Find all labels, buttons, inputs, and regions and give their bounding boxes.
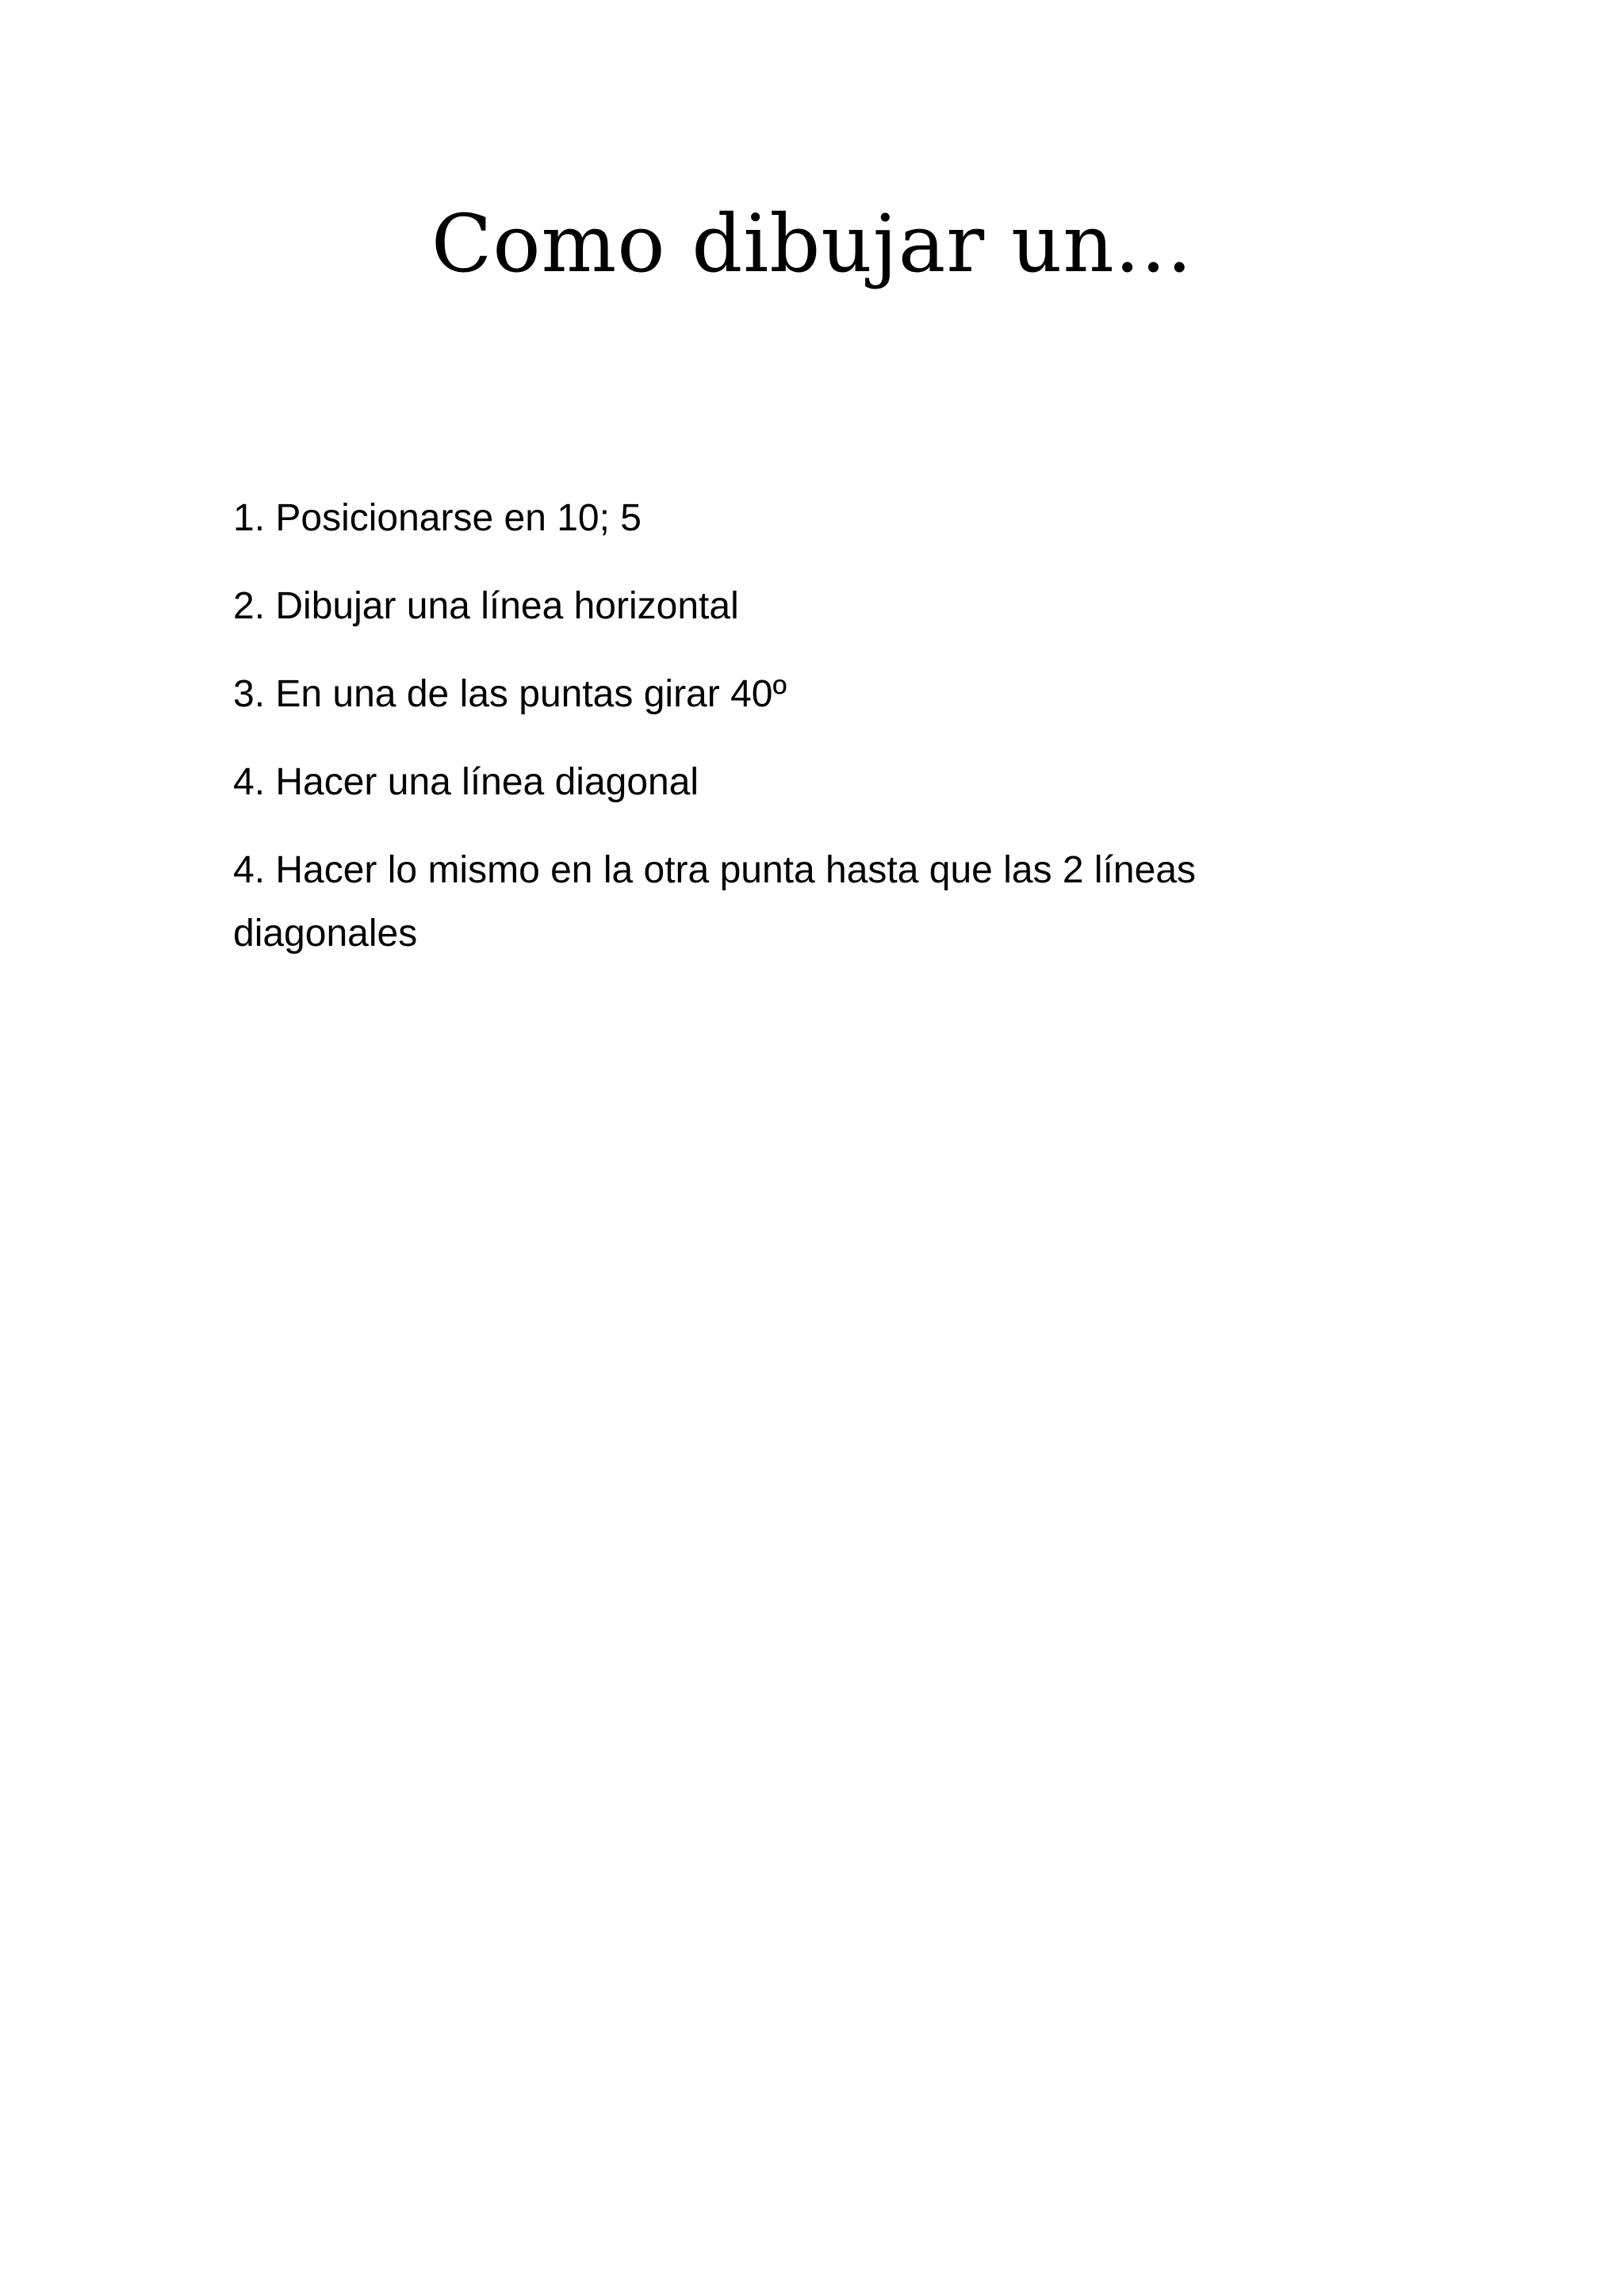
step-item-2: 2. Dibujar una línea horizontal (233, 585, 739, 627)
page-title: Como dibujar un... (431, 197, 1193, 290)
steps-list (233, 487, 1343, 990)
step-item-1: 1. Posicionarse en 10; 5 (233, 497, 642, 539)
step-item-4: 4. Hacer una línea diagonal (233, 761, 699, 803)
step-item-5: 4. Hacer lo mismo en la otra punta hasta que las 2 líneas diagonales (233, 849, 1197, 955)
step-item-3: 3. En una de las puntas girar 40º (233, 673, 787, 715)
